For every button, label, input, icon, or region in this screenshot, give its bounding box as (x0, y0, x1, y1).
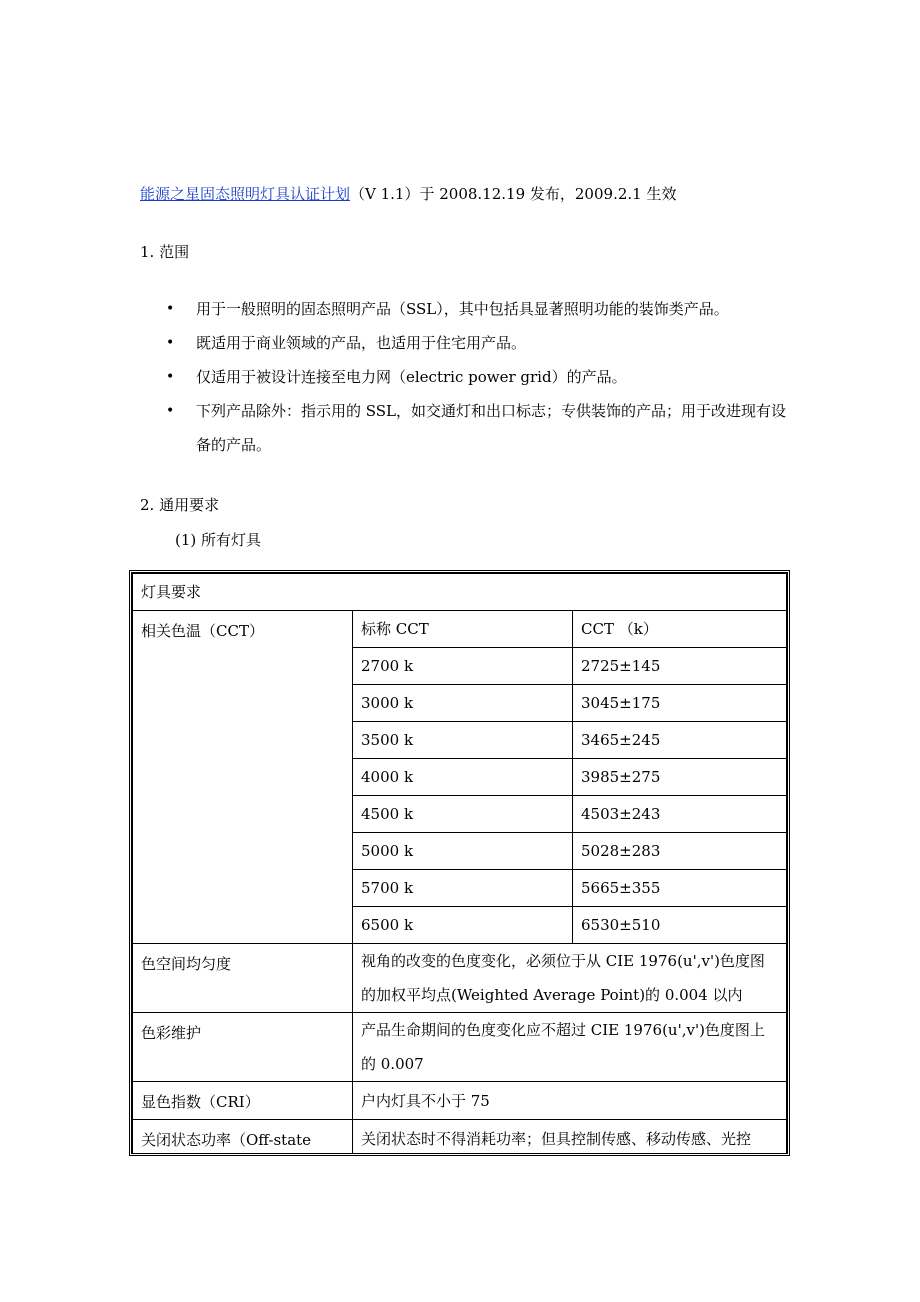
scope-list (140, 292, 790, 462)
cct-value: 3985±275 (573, 759, 787, 796)
cct-nominal: 5000 k (353, 833, 573, 870)
list-item: • 仅适用于被设计连接至电力网（electric power grid）的产品。 (140, 360, 790, 394)
list-item: • 下列产品除外：指示用的 SSL，如交通灯和出口标志；专供装饰的产品；用于改进现有设备的产品。 (140, 394, 790, 462)
cct-value: 5665±355 (573, 870, 787, 907)
list-item: • 用于一般照明的固态照明产品（SSL），其中包括具显著照明功能的装饰类产品。 (140, 292, 790, 326)
cct-col1-header: 标称 CCT (353, 611, 573, 648)
list-item: • 既适用于商业领域的产品，也适用于住宅用产品。 (140, 326, 790, 360)
cct-value: 2725±145 (573, 648, 787, 685)
section-1-heading: 1. 范围 (140, 243, 190, 261)
section-2-heading: 2. 通用要求 (140, 496, 220, 514)
row-label: 色彩维护 (133, 1013, 353, 1082)
cct-nominal: 3500 k (353, 722, 573, 759)
cct-nominal: 5700 k (353, 870, 573, 907)
cct-nominal: 3000 k (353, 685, 573, 722)
row-label: 色空间均匀度 (133, 944, 353, 1013)
cct-nominal: 4000 k (353, 759, 573, 796)
row-value: 视角的改变的色度变化，必须位于从 CIE 1976(u',v')色度图的加权平均点(Weighted Average Point)的 0.004 以内 (353, 944, 787, 1013)
cct-nominal: 6500 k (353, 907, 573, 944)
row-label: 显色指数（CRI） (133, 1082, 353, 1120)
document-title (140, 183, 676, 204)
row-label: 关闭状态功率（Off-state (133, 1120, 353, 1157)
cct-col2-header: CCT （k） (573, 611, 787, 648)
cct-nominal: 2700 k (353, 648, 573, 685)
program-link[interactable]: 能源之星固态照明灯具认证计划 (140, 185, 351, 203)
cct-value: 4503±243 (573, 796, 787, 833)
cct-value: 3465±245 (573, 722, 787, 759)
row-value: 关闭状态时不得消耗功率；但具控制传感、移动传感、光控 (353, 1120, 787, 1157)
row-value: 户内灯具不小于 75 (353, 1082, 787, 1120)
requirements-table (129, 570, 790, 1156)
cct-label: 相关色温（CCT） (133, 611, 353, 944)
cct-value: 3045±175 (573, 685, 787, 722)
title-rest: （V 1.1）于 2008.12.19 发布，2009.2.1 生效 (350, 185, 677, 203)
cct-nominal: 4500 k (353, 796, 573, 833)
row-value: 产品生命期间的色度变化应不超过 CIE 1976(u',v')色度图上的 0.007 (353, 1013, 787, 1082)
subsection-heading: (1) 所有灯具 (175, 531, 262, 549)
cct-value: 6530±510 (573, 907, 787, 944)
cct-value: 5028±283 (573, 833, 787, 870)
table-header: 灯具要求 (133, 574, 787, 611)
